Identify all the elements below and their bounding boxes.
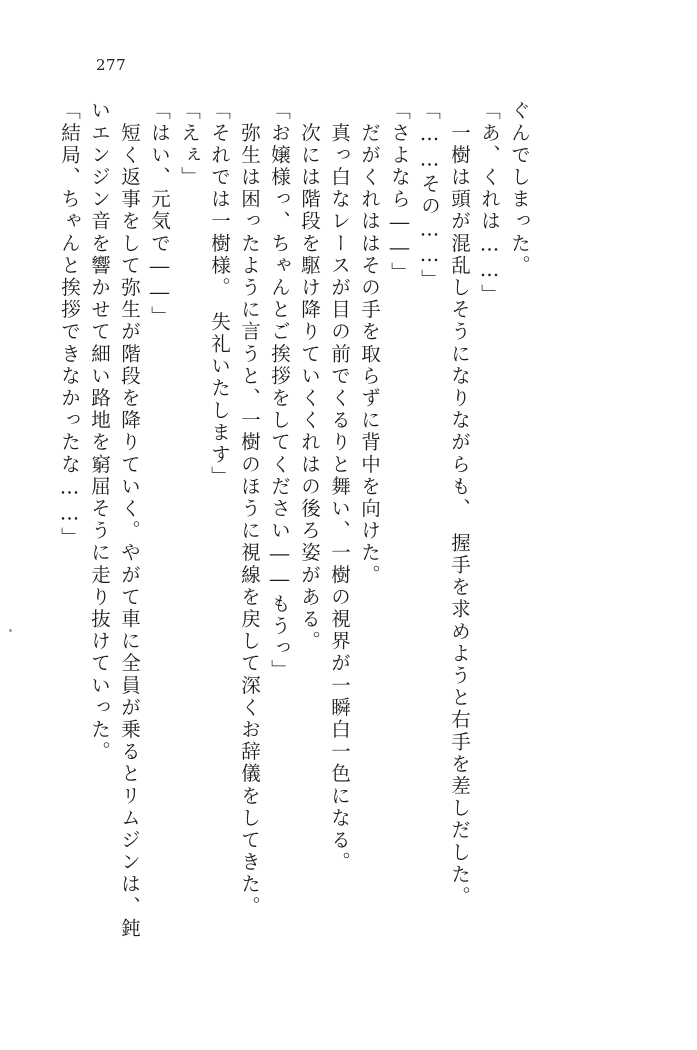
text-column: 弥生は困ったように言うと、一樹のほうに視線を戻して深くお辞儀をしてきた。: [238, 100, 261, 918]
text-column: だがくれははその手を取らずに背中を向けた。: [358, 100, 381, 587]
text-column: 次には階段を駆け降りていくくれはの後ろ姿がある。: [298, 100, 321, 653]
text-column: 「結局、ちゃんと挨拶できなかったな……」: [58, 100, 81, 549]
text-column: 一樹は頭が混乱しそうになりながらも、 握手を求めようと右手を差しだした。: [448, 100, 471, 908]
text-column: 真っ白なレースが目の前でくるりと舞い、一樹の視界が一瞬白一色になる。: [328, 100, 351, 874]
text-column: 「それでは一樹様。 失礼いたします」: [208, 100, 231, 489]
page-number: 277: [96, 56, 127, 74]
vertical-text-body: [49, 100, 649, 940]
text-column: 短く返事をして弥生が階段を降りていく。やがて車に全員が乗るとリムジンは、鈍: [118, 100, 141, 940]
text-column: 「……その……」: [418, 100, 441, 291]
text-column: 「さよなら――」: [388, 100, 411, 284]
text-column: 「お嬢様っ、ちゃんとご挨拶をしてください――もうっ」: [268, 100, 291, 682]
text-column: ぐんでしまった。: [508, 100, 531, 277]
text-column: いエンジン音を響かせて細い路地を窮屈そうに走り抜けていった。: [88, 100, 111, 763]
text-column: 「えぇ」: [178, 100, 201, 189]
text-column: 「あ、くれは……」: [478, 100, 501, 306]
text-column: 「はい、元気で――」: [148, 100, 171, 328]
scan-speck: [9, 629, 12, 632]
